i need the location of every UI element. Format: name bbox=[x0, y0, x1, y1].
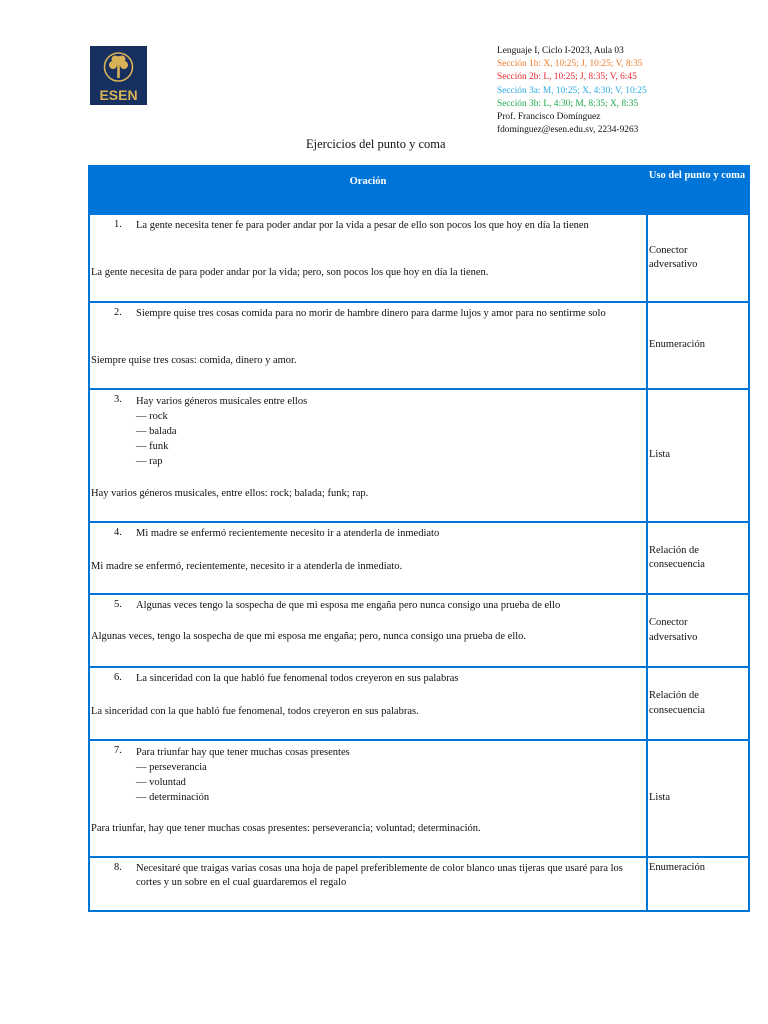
item-number: 3. bbox=[114, 394, 122, 405]
item-sentence: La sinceridad con la que habló fue fenomenal todos creyeron en sus palabras bbox=[136, 673, 459, 684]
section-1b-line: Sección 1b: X, 10:25; J, 10:25; V, 8:35 bbox=[497, 59, 643, 70]
list-item: — funk bbox=[136, 441, 169, 452]
item-number: 8. bbox=[114, 862, 122, 873]
table-row bbox=[88, 741, 750, 858]
item-sentence: Mi madre se enfermó recientemente necesito ir a atenderla de inmediato bbox=[136, 528, 440, 539]
item-answer: Algunas veces, tengo la sospecha de que mi esposa me engaña; pero, nunca consigo una prueba de ello. bbox=[91, 631, 527, 642]
sentence-cell bbox=[90, 523, 648, 593]
item-sentence: Algunas veces tengo la sospecha de que mi esposa me engaña pero nunca consigo una prueba de ello bbox=[136, 600, 561, 611]
item-answer: Para triunfar, hay que tener muchas cosas presentes: perseverancia; voluntad; determinación. bbox=[91, 823, 481, 834]
item-answer: Mi madre se enfermó, recientemente, necesito ir a atenderla de inmediato. bbox=[91, 561, 403, 572]
column-header-sentence: Oración bbox=[349, 176, 387, 187]
item-number: 4. bbox=[114, 527, 122, 538]
item-number: 1. bbox=[114, 219, 122, 230]
table-row bbox=[88, 215, 750, 303]
use-label: Lista bbox=[649, 792, 670, 804]
exercises-table bbox=[88, 165, 750, 912]
course-info bbox=[497, 45, 647, 137]
use-label: Enumeración bbox=[649, 862, 705, 873]
sentence-cell bbox=[90, 215, 648, 301]
section-2b-line: Sección 2b: L, 10:25; J, 8:35; V, 6:45 bbox=[497, 72, 637, 83]
use-label: Enumeración bbox=[649, 339, 705, 351]
course-line: Lenguaje I, Ciclo I-2023, Aula 03 bbox=[497, 46, 624, 56]
item-subitems bbox=[136, 409, 648, 469]
logo-text: ESEN bbox=[99, 87, 138, 103]
professor-line: Prof. Francisco Domínguez bbox=[497, 111, 601, 122]
item-answer: La gente necesita de para poder andar por la vida; pero, son pocos los que hoy en día la tienen. bbox=[91, 267, 489, 278]
item-answer: Hay varios géneros musicales, entre ellos: rock; balada; funk; rap. bbox=[91, 488, 369, 499]
use-cell bbox=[648, 390, 748, 521]
item-number: 5. bbox=[114, 599, 122, 610]
use-cell bbox=[648, 741, 748, 856]
table-row bbox=[88, 303, 750, 390]
use-label: Conector adversativo bbox=[649, 617, 698, 643]
use-cell bbox=[648, 858, 748, 910]
list-item: — determinación bbox=[136, 792, 210, 803]
use-cell bbox=[648, 668, 748, 739]
use-cell bbox=[648, 523, 748, 593]
table-row bbox=[88, 390, 750, 523]
sentence-cell bbox=[90, 595, 648, 666]
contact-line: fdominguez@esen.edu.sv, 2234-9263 bbox=[497, 125, 639, 136]
use-cell bbox=[648, 215, 748, 301]
list-item: — voluntad bbox=[136, 777, 186, 788]
table-row bbox=[88, 668, 750, 741]
use-label: Relación de consecuencia bbox=[649, 690, 705, 716]
item-sentence: Necesitaré que traigas varias cosas una hoja de papel preferiblemente de color blanco unas tijeras que usaré para los cortes y un sobre en el cual guardaremos el regalo bbox=[136, 863, 623, 888]
use-label: Relación de consecuencia bbox=[649, 544, 705, 570]
item-number: 2. bbox=[114, 307, 122, 318]
sentence-cell bbox=[90, 303, 648, 388]
list-item: — perseverancia bbox=[136, 762, 207, 773]
table-row bbox=[88, 595, 750, 668]
item-subitems bbox=[136, 760, 648, 805]
item-number: 6. bbox=[114, 672, 122, 683]
item-answer: Siempre quise tres cosas: comida, dinero y amor. bbox=[91, 355, 297, 366]
esen-logo-emblem bbox=[90, 46, 147, 105]
item-number: 7. bbox=[114, 745, 122, 756]
use-cell bbox=[648, 303, 748, 388]
esen-logo bbox=[90, 46, 147, 105]
sentence-cell bbox=[90, 668, 648, 739]
column-header-use: Uso del punto y coma bbox=[648, 170, 746, 181]
item-sentence: Siempre quise tres cosas comida para no morir de hambre dinero para darme lujos y amor para no sentirme solo bbox=[136, 308, 606, 319]
item-answer: La sinceridad con la que habló fue fenomenal, todos creyeron en sus palabras. bbox=[91, 706, 419, 717]
item-sentence: La gente necesita tener fe para poder andar por la vida a pesar de ello son pocos los que hoy en día la tienen bbox=[136, 220, 589, 231]
section-3a-line: Sección 3a: M, 10:25; X, 4:30; V, 10:25 bbox=[497, 85, 647, 96]
use-label: Conector adversativo bbox=[649, 244, 698, 270]
table-header bbox=[88, 165, 750, 215]
item-sentence: Hay varios géneros musicales entre ellos bbox=[136, 396, 308, 407]
list-item: — balada bbox=[136, 426, 177, 437]
item-sentence: Para triunfar hay que tener muchas cosas presentes bbox=[136, 747, 350, 758]
list-item: — rap bbox=[136, 456, 163, 467]
table-row bbox=[88, 523, 750, 595]
item-content bbox=[136, 394, 648, 469]
sentence-cell bbox=[90, 858, 648, 910]
sentence-cell bbox=[90, 741, 648, 856]
table-row bbox=[88, 858, 750, 912]
section-3b-line: Sección 3b: L, 4:30; M, 8:35; X, 8:35 bbox=[497, 98, 639, 109]
use-label: Lista bbox=[649, 449, 670, 461]
list-item: — rock bbox=[136, 411, 168, 422]
page-title: Ejercicios del punto y coma bbox=[306, 137, 446, 151]
sentence-cell bbox=[90, 390, 648, 521]
use-cell bbox=[648, 595, 748, 666]
item-content bbox=[136, 745, 648, 805]
